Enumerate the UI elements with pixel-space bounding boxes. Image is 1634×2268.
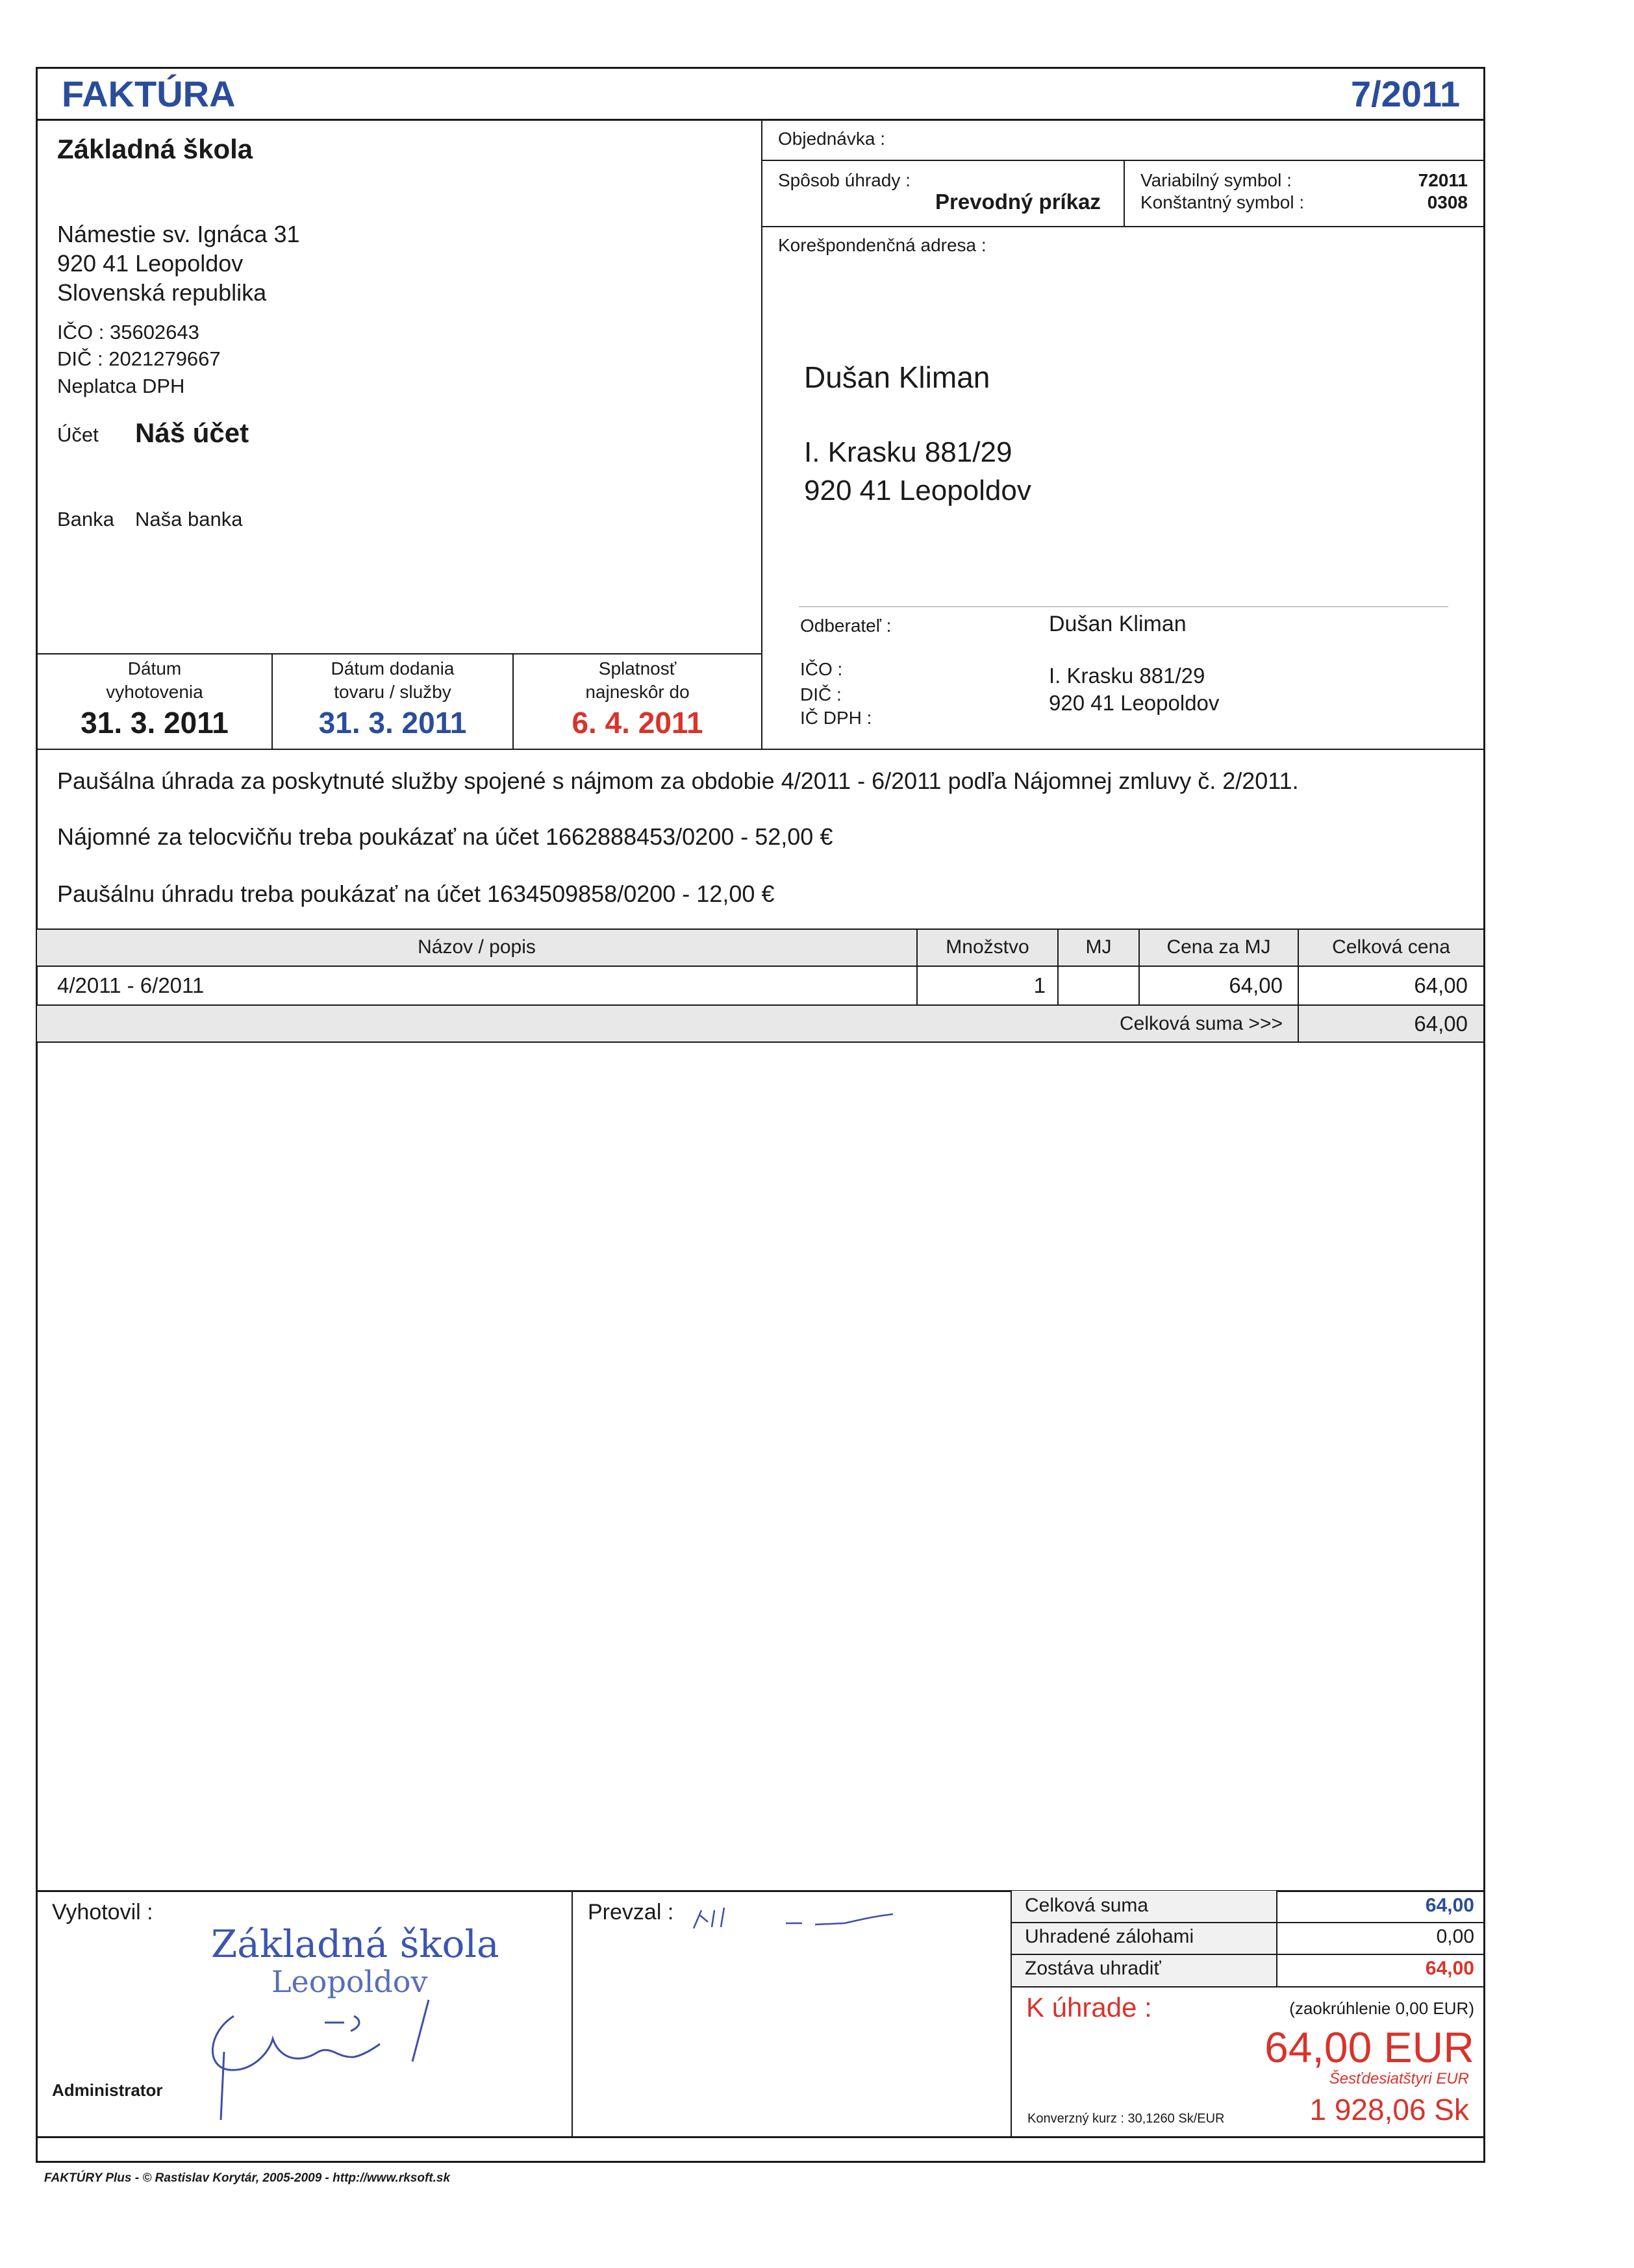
signature-role: Administrator <box>52 2080 163 2100</box>
table-bottom-line <box>36 1041 1485 1043</box>
table-header-total: Celková cena <box>1332 936 1450 958</box>
footer-bottom-line <box>36 2136 1485 2138</box>
supplier-bank: Naša banka <box>135 508 243 530</box>
customer-city: 920 41 Leopoldov <box>1049 691 1220 715</box>
supplier-dic-label: DIČ : <box>57 347 103 370</box>
table-top-line <box>36 928 1485 930</box>
supplier-ico-value: 35602643 <box>109 321 199 343</box>
symbols-divider <box>1124 160 1125 226</box>
constant-symbol-label: Konštantný symbol : <box>1140 192 1305 212</box>
rounding-note: (zaokrúhlenie 0,00 EUR) <box>1289 1999 1474 2018</box>
due-date: 6. 4. 2011 <box>572 706 703 740</box>
supplier-ico <box>57 321 199 344</box>
to-pay-amount: 64,00 EUR <box>1264 2023 1474 2071</box>
customer-label: Odberateľ : <box>800 616 892 636</box>
footer-col-divider-1 <box>572 1890 573 2137</box>
delivery-date-label-1: Dátum dodania <box>331 658 455 679</box>
software-credit: FAKTÚRY Plus - © Rastislav Korytár, 2005-2009 - http://www.rksoft.sk <box>44 2171 451 2185</box>
customer-name: Dušan Kliman <box>1049 612 1187 636</box>
note-2: Nájomné za telocvičňu treba poukázať na účet 1662888453/0200 - 52,00 € <box>57 823 833 850</box>
totals-line-2 <box>1011 1954 1485 1955</box>
issued-date-label-2: vyhotovenia <box>106 682 203 702</box>
totals-line-3 <box>1011 1986 1485 1988</box>
deposits-value: 0,00 <box>1436 1926 1474 1947</box>
variable-symbol-label: Variabilný symbol : <box>1140 170 1292 190</box>
to-pay-words: Šesťdesiatštyri EUR <box>1329 2070 1469 2087</box>
totals-line-1 <box>1011 1922 1485 1923</box>
table-header-name: Názov / popis <box>418 936 536 958</box>
to-pay-label: K úhrade : <box>1026 1992 1152 2023</box>
invoice-title: FAKTÚRA <box>62 73 236 114</box>
constant-symbol: 0308 <box>1427 192 1468 212</box>
supplier-country: Slovenská republika <box>57 279 267 306</box>
total-label: Celková suma <box>1025 1895 1149 1916</box>
dates-divider <box>36 653 761 654</box>
section-divider <box>761 119 762 749</box>
correspondence-name: Dušan Kliman <box>804 360 990 394</box>
delivery-date: 31. 3. 2011 <box>318 706 467 740</box>
issued-by-label: Vyhotovil : <box>52 1900 153 1925</box>
conversion-rate: Konverzný kurz : 30,1260 Sk/EUR <box>1027 2112 1225 2126</box>
supplier-street: Námestie sv. Ignáca 31 <box>57 221 300 247</box>
stamp-line-1: Základná škola <box>211 1922 499 1966</box>
delivery-date-label-2: tovaru / služby <box>334 682 451 702</box>
due-date-label-2: najneskôr do <box>585 682 690 702</box>
customer-dic-label: DIČ : <box>800 684 842 704</box>
supplier-vat-note: Neplatca DPH <box>57 375 185 397</box>
totals-col-divider <box>1276 1890 1277 1986</box>
invoice-number: 7/2011 <box>1351 73 1461 114</box>
signature-image <box>195 1987 468 2123</box>
table-header-qty: Množstvo <box>946 936 1029 958</box>
table-header-line <box>36 966 1485 967</box>
table-row-price: 64,00 <box>1229 973 1283 997</box>
remaining-value: 64,00 <box>1425 1958 1474 1979</box>
supplier-name: Základná škola <box>57 134 253 164</box>
payment-label: Spôsob úhrady : <box>778 170 911 190</box>
note-1: Paušálna úhrada za poskytnuté služby spojené s nájmom za obdobie 4/2011 - 6/2011 podľa Nájomnej zmluvy č. 2/2011. <box>57 767 1299 794</box>
total-value: 64,00 <box>1425 1895 1474 1916</box>
table-row-line <box>36 1004 1485 1006</box>
table-sum-value: 64,00 <box>1414 1012 1468 1036</box>
customer-divider <box>799 606 1448 607</box>
table-sum-label: Celková suma >>> <box>1120 1013 1283 1034</box>
issued-date: 31. 3. 2011 <box>81 706 229 740</box>
note-3: Paušálnu úhradu treba poukázať na účet 1634509858/0200 - 12,00 € <box>57 880 775 907</box>
remaining-label: Zostáva uhradiť <box>1025 1958 1161 1979</box>
customer-icdph-label: IČ DPH : <box>800 708 872 728</box>
supplier-bank-label: Banka <box>57 508 114 530</box>
table-row-qty: 1 <box>1033 973 1046 997</box>
table-header-price: Cena za MJ <box>1166 936 1271 958</box>
stamp-line-2: Leopoldov <box>271 1964 428 1999</box>
due-date-label-1: Splatnosť <box>598 658 677 679</box>
supplier-account: Náš účet <box>135 417 249 448</box>
variable-symbol: 72011 <box>1418 170 1468 190</box>
table-header-unit: MJ <box>1085 936 1112 958</box>
correspondence-label: Korešpondenčná adresa : <box>778 235 987 255</box>
customer-ico-label: IČO : <box>800 659 843 679</box>
table-row-total: 64,00 <box>1414 973 1468 997</box>
payment-method: Prevodný príkaz <box>935 190 1101 214</box>
received-signature-image <box>688 1896 903 1941</box>
supplier-ico-label: IČO : <box>57 321 105 343</box>
notes-divider <box>36 749 1485 750</box>
table-row-name: 4/2011 - 6/2011 <box>57 973 205 997</box>
customer-street: I. Krasku 881/29 <box>1049 664 1205 688</box>
to-pay-sk: 1 928,06 Sk <box>1309 2093 1469 2126</box>
correspondence-city: 920 41 Leopoldov <box>804 475 1031 506</box>
correspondence-divider <box>761 226 1485 227</box>
order-label: Objednávka : <box>778 129 885 149</box>
supplier-dic <box>57 347 221 371</box>
issued-date-label-1: Dátum <box>127 658 182 679</box>
deposits-label: Uhradené zálohami <box>1025 1926 1194 1947</box>
header-divider <box>36 119 1485 121</box>
supplier-account-label: Účet <box>57 423 99 446</box>
invoice-frame <box>36 67 1485 2163</box>
supplier-city: 920 41 Leopoldov <box>57 250 244 277</box>
received-by-label: Prevzal : <box>588 1900 674 1925</box>
supplier-dic-value: 2021279667 <box>108 347 221 370</box>
correspondence-street: I. Krasku 881/29 <box>804 436 1012 468</box>
